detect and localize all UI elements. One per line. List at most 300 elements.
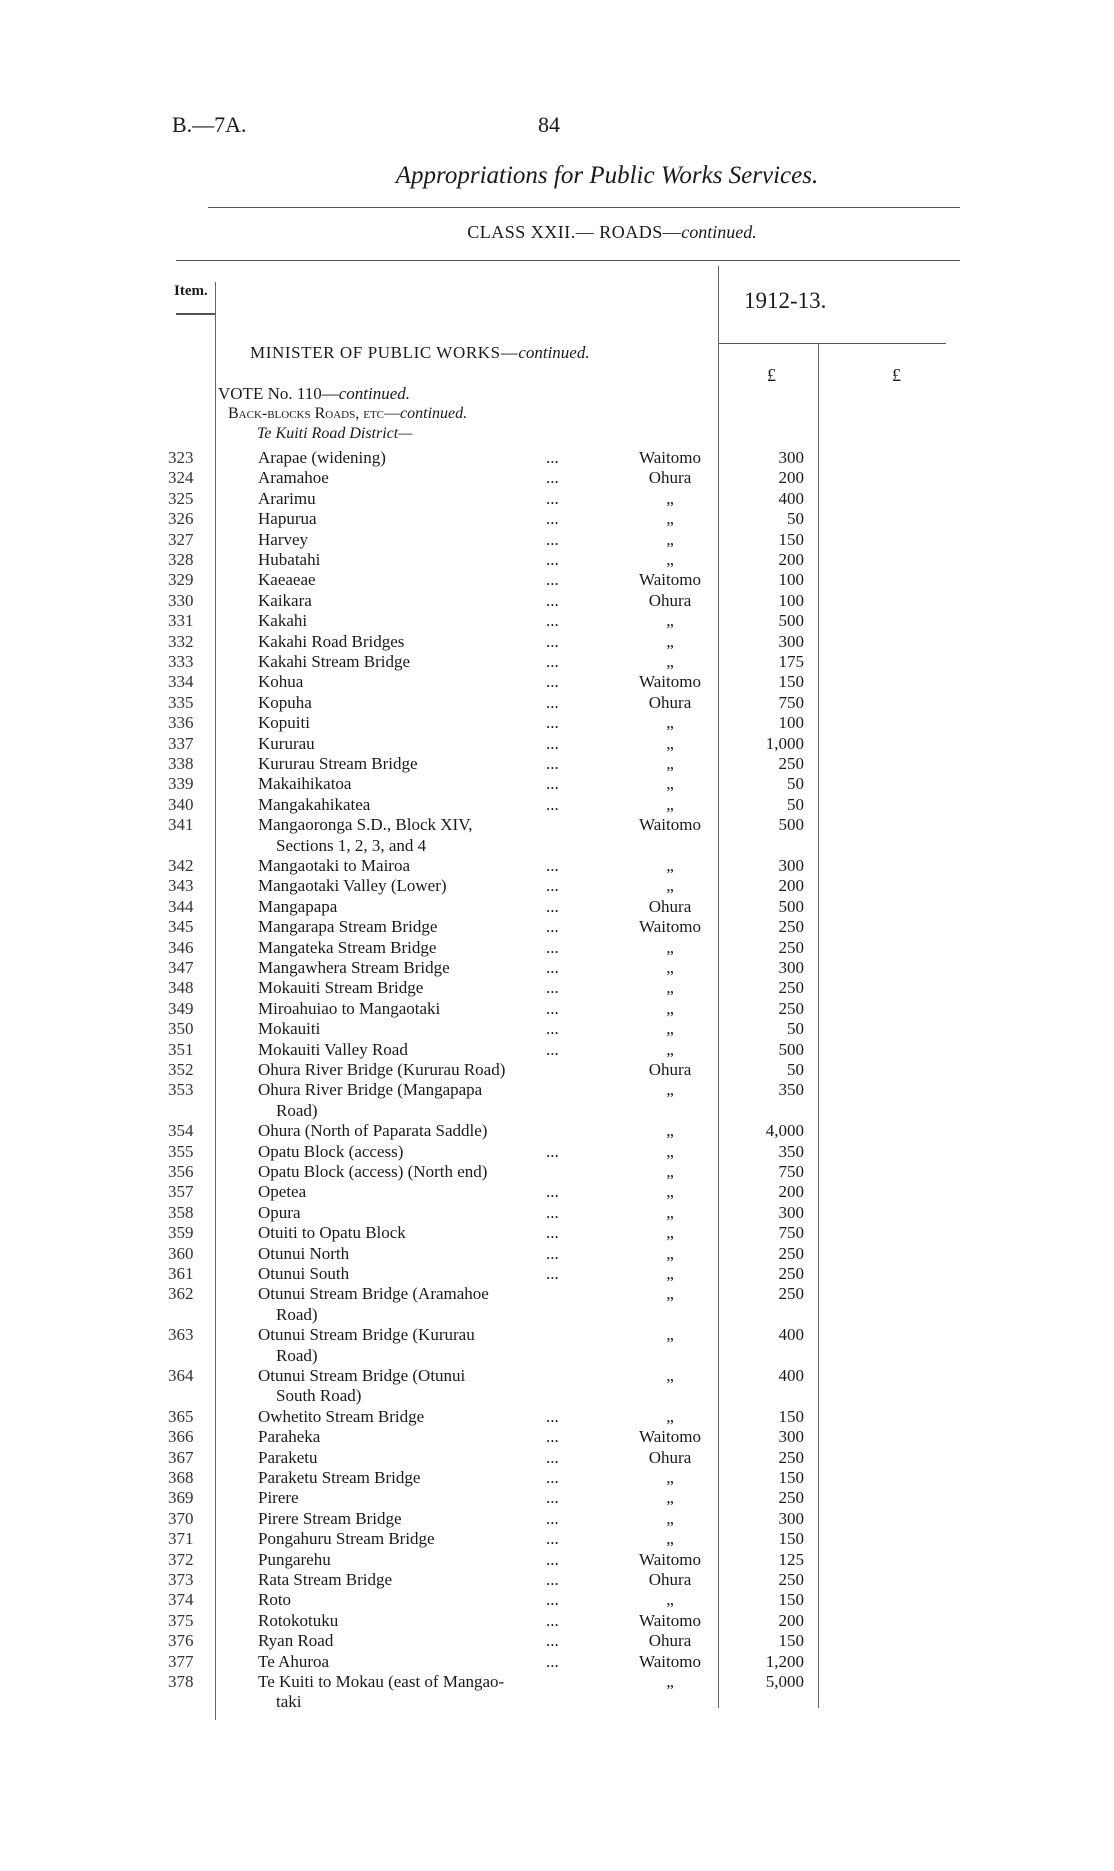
amount: 100: [778, 590, 804, 610]
road-name: Te Kuiti to Mokau (east of Mangao-: [258, 1672, 505, 1691]
leader-dots: ...: [546, 1019, 559, 1039]
amount: 150: [778, 1529, 804, 1549]
county-name: „: [666, 1529, 674, 1549]
county-name: Waitomo: [639, 1549, 701, 1569]
table-row: [0, 1407, 1114, 1427]
leader-dots: ...: [546, 774, 559, 794]
road-name: Rotokotuku: [258, 1610, 339, 1630]
county-name: „: [666, 1080, 674, 1100]
road-name: Owhetito Stream Bridge: [258, 1406, 425, 1426]
table-row: [0, 897, 1114, 917]
item-number: 345: [168, 917, 194, 937]
road-name: Otunui Stream Bridge (Kururau: [258, 1325, 475, 1345]
county-name: „: [666, 733, 674, 753]
amount: 100: [778, 713, 804, 733]
leader-dots: ...: [546, 1406, 559, 1426]
table-row: [0, 1264, 1114, 1284]
amount: 150: [778, 672, 804, 692]
table-row: [0, 754, 1114, 774]
table-row: [0, 1080, 1114, 1121]
county-name: Waitomo: [639, 570, 701, 590]
leader-dots: ...: [546, 958, 559, 977]
item-number: 336: [168, 713, 194, 733]
item-number: 325: [168, 488, 194, 508]
amount: 750: [778, 692, 804, 712]
leader-dots: ...: [546, 672, 559, 692]
leader-dots: ...: [546, 1039, 559, 1059]
leader-dots: ...: [546, 1631, 559, 1651]
item-number: 343: [168, 876, 194, 896]
road-name: Mangaotaki to Mairoa: [258, 856, 411, 875]
table-row: [0, 978, 1114, 998]
county-name: „: [666, 1590, 674, 1610]
amount: 50: [787, 509, 804, 529]
table-row: [0, 1040, 1114, 1060]
county-name: „: [666, 1325, 674, 1345]
road-name: Mangaoronga S.D., Block XIV,: [258, 815, 473, 835]
amount: 1,000: [765, 733, 804, 753]
leader-dots: ...: [546, 1549, 559, 1569]
item-number: 355: [168, 1141, 194, 1161]
road-name-continued: taki: [276, 1692, 302, 1712]
county-name: „: [666, 998, 674, 1018]
item-number: 339: [168, 774, 194, 794]
table-row: [0, 1652, 1114, 1672]
leader-dots: ...: [546, 1590, 559, 1610]
county-name: „: [666, 1019, 674, 1039]
table-row: [0, 1488, 1114, 1508]
amount: 300: [778, 958, 804, 977]
table-row: [0, 1448, 1114, 1468]
leader-dots: ...: [546, 1141, 559, 1161]
leader-dots: ...: [546, 488, 559, 508]
road-name: Kururau: [258, 733, 315, 753]
county-name: Waitomo: [639, 815, 701, 835]
item-number: 356: [168, 1162, 194, 1181]
item-number: 376: [168, 1631, 194, 1651]
page-title: Appropriations for Public Works Services.: [395, 162, 819, 189]
item-number: 359: [168, 1223, 194, 1243]
leader-dots: ...: [546, 794, 559, 814]
amount: 150: [778, 1468, 804, 1487]
item-number: 342: [168, 856, 194, 875]
leader-dots: ...: [546, 570, 559, 590]
road-name: Opatu Block (access): [258, 1141, 404, 1161]
document-code: B.—7A.: [172, 112, 247, 137]
item-number: 334: [168, 672, 194, 692]
road-name: Rata Stream Bridge: [258, 1570, 393, 1589]
table-row: [0, 591, 1114, 611]
road-name: Kohua: [258, 672, 304, 692]
item-number: 337: [168, 733, 194, 753]
item-number: 348: [168, 978, 194, 998]
road-name: Aramahoe: [258, 468, 329, 488]
vote-heading-cont: continued.: [338, 384, 411, 403]
county-name: Ohura: [648, 692, 692, 712]
item-number: 377: [168, 1651, 194, 1671]
amount: 150: [778, 529, 804, 549]
leader-dots: ...: [546, 896, 559, 916]
county-name: „: [666, 1121, 674, 1141]
amount: 250: [778, 978, 804, 998]
amount: 150: [778, 1590, 804, 1610]
leader-dots: ...: [546, 1570, 559, 1589]
amount: 400: [778, 488, 804, 508]
item-number: 331: [168, 611, 194, 631]
road-name: Ohura (North of Paparata Saddle): [258, 1121, 488, 1141]
amount: 50: [787, 774, 804, 794]
amount: 250: [778, 1447, 804, 1467]
item-number: 330: [168, 590, 194, 610]
leader-dots: ...: [546, 1651, 559, 1671]
amount: 300: [778, 448, 804, 467]
county-name: „: [666, 774, 674, 794]
amount: 50: [787, 794, 804, 814]
road-name: Ohura River Bridge (Kururau Road): [258, 1060, 506, 1079]
road-name: Ohura River Bridge (Mangapapa: [258, 1080, 483, 1100]
county-name: „: [666, 876, 674, 896]
amount: 175: [778, 652, 804, 671]
amount: 250: [778, 917, 804, 937]
road-name: Mangapapa: [258, 896, 338, 916]
item-number: 374: [168, 1590, 194, 1610]
county-name: Ohura: [648, 1570, 692, 1589]
leader-dots: ...: [546, 1264, 559, 1283]
leader-dots: ...: [546, 468, 559, 488]
table-row: [0, 448, 1114, 468]
road-name: Otunui Stream Bridge (Otunui: [258, 1366, 466, 1385]
leader-dots: ...: [546, 1223, 559, 1243]
year-column-header: 1912-13.: [744, 288, 827, 313]
item-number: 341: [168, 815, 194, 835]
table-row: [0, 1611, 1114, 1631]
road-name: Otunui Stream Bridge (Aramahoe: [258, 1284, 489, 1304]
table-row: [0, 1672, 1114, 1713]
item-number: 364: [168, 1366, 194, 1385]
item-number: 360: [168, 1243, 194, 1263]
minister-heading-cont: continued.: [518, 343, 590, 362]
road-name-continued: Sections 1, 2, 3, and 4: [276, 835, 427, 855]
table-row: [0, 958, 1114, 978]
item-number: 367: [168, 1447, 194, 1467]
road-name: Kakahi Stream Bridge: [258, 652, 411, 671]
road-name: Pongahuru Stream Bridge: [258, 1529, 435, 1549]
item-number: 338: [168, 754, 194, 773]
table-row: [0, 1060, 1114, 1080]
amount: 250: [778, 1284, 804, 1304]
amount: 250: [778, 998, 804, 1018]
amount: 200: [778, 1610, 804, 1630]
leader-dots: ...: [546, 713, 559, 733]
amount: 500: [778, 896, 804, 916]
amount: 200: [778, 550, 804, 569]
county-name: „: [666, 529, 674, 549]
amount: 250: [778, 937, 804, 957]
amount: 5,000: [765, 1672, 804, 1691]
road-name: Mangarapa Stream Bridge: [258, 917, 438, 937]
table-row: [0, 672, 1114, 692]
road-name: Miroahuiao to Mangaotaki: [258, 998, 441, 1018]
amount: 300: [778, 631, 804, 651]
county-name: „: [666, 1284, 674, 1304]
county-name: „: [666, 1243, 674, 1263]
minister-heading-main: MINISTER OF PUBLIC WORKS—: [250, 343, 519, 362]
amount: 500: [778, 611, 804, 631]
road-name: Makaihikatoa: [258, 774, 352, 794]
county-name: „: [666, 713, 674, 733]
amount: 150: [778, 1406, 804, 1426]
road-name: Kopuiti: [258, 713, 310, 733]
table-row: [0, 876, 1114, 896]
year-rule: [718, 343, 946, 344]
road-name: Mokauiti: [258, 1019, 321, 1039]
item-number: 371: [168, 1529, 194, 1549]
leader-dots: ...: [546, 1529, 559, 1549]
item-column-header: Item.: [174, 283, 208, 299]
road-name-continued: Road): [276, 1345, 318, 1365]
table-row: [0, 795, 1114, 815]
table-row: [0, 1427, 1114, 1447]
item-number: 373: [168, 1570, 194, 1589]
county-name: „: [666, 1182, 674, 1202]
leader-dots: ...: [546, 1447, 559, 1467]
item-number: 365: [168, 1406, 194, 1426]
item-header-underline: [176, 313, 216, 315]
county-name: „: [666, 1508, 674, 1528]
road-name: Pirere Stream Bridge: [258, 1508, 402, 1528]
table-row: [0, 713, 1114, 733]
county-name: „: [666, 1264, 674, 1283]
item-number: 368: [168, 1468, 194, 1487]
table-row: [0, 1529, 1114, 1549]
item-number: 375: [168, 1610, 194, 1630]
item-number: 324: [168, 468, 194, 488]
road-name: Kururau Stream Bridge: [258, 754, 418, 773]
table-row: [0, 1590, 1114, 1610]
leader-dots: ...: [546, 917, 559, 937]
item-number: 326: [168, 509, 194, 529]
leader-dots: ...: [546, 509, 559, 529]
amount: 500: [778, 1039, 804, 1059]
leader-dots: ...: [546, 448, 559, 467]
amount: 250: [778, 1243, 804, 1263]
table-row: [0, 1162, 1114, 1182]
amount: 200: [778, 876, 804, 896]
amount: 250: [778, 1488, 804, 1508]
leader-dots: ...: [546, 631, 559, 651]
leader-dots: ...: [546, 1243, 559, 1263]
class-heading-main: CLASS XXII.— ROADS—: [467, 222, 682, 242]
road-name: Te Ahuroa: [258, 1651, 330, 1671]
vote-heading: [218, 384, 410, 404]
leader-dots: ...: [546, 978, 559, 998]
road-name: Kaikara: [258, 590, 312, 610]
road-name: Kopuha: [258, 692, 312, 712]
county-name: „: [666, 1039, 674, 1059]
amount: 400: [778, 1366, 804, 1385]
table-row: [0, 1019, 1114, 1039]
road-name: Roto: [258, 1590, 292, 1610]
road-name: Pirere: [258, 1488, 299, 1508]
table-row: [0, 1223, 1114, 1243]
table-row: [0, 1203, 1114, 1223]
table-row: [0, 1142, 1114, 1162]
item-number: 323: [168, 448, 194, 467]
amount: 200: [778, 468, 804, 488]
road-name: Pungarehu: [258, 1549, 331, 1569]
table-row: [0, 999, 1114, 1019]
item-number: 332: [168, 631, 194, 651]
amount: 100: [778, 570, 804, 590]
county-name: „: [666, 958, 674, 977]
road-name: Ararimu: [258, 488, 316, 508]
road-name: Opura: [258, 1202, 301, 1222]
table-row: [0, 917, 1114, 937]
item-number: 353: [168, 1080, 194, 1100]
county-name: Waitomo: [639, 1427, 701, 1447]
county-name: „: [666, 754, 674, 773]
leader-dots: ...: [546, 611, 559, 631]
item-number: 357: [168, 1182, 194, 1202]
table-row: [0, 1325, 1114, 1366]
table-row: [0, 652, 1114, 672]
county-name: „: [666, 937, 674, 957]
table-row: [0, 938, 1114, 958]
pound-symbol-1: £: [767, 365, 776, 385]
vote-heading-main: VOTE No. 110—: [218, 384, 339, 403]
county-name: „: [666, 611, 674, 631]
table-row: [0, 1631, 1114, 1651]
leader-dots: ...: [546, 1427, 559, 1447]
class-heading: [0, 222, 1114, 243]
county-name: Waitomo: [639, 917, 701, 937]
leader-dots: ...: [546, 692, 559, 712]
table-row: [0, 1570, 1114, 1590]
road-name: Paraketu: [258, 1447, 318, 1467]
road-name: Mangawhera Stream Bridge: [258, 958, 450, 977]
table-row: [0, 468, 1114, 488]
road-name: Otunui North: [258, 1243, 350, 1263]
amount: 150: [778, 1631, 804, 1651]
item-number: 340: [168, 794, 194, 814]
county-name: Waitomo: [639, 448, 701, 467]
county-name: „: [666, 1366, 674, 1385]
minister-heading: [250, 343, 590, 363]
road-name: Hapurua: [258, 509, 317, 529]
road-name: Harvey: [258, 529, 309, 549]
item-number: 344: [168, 896, 194, 916]
road-name: Arapae (widening): [258, 448, 386, 467]
amount: 750: [778, 1162, 804, 1181]
amount: 300: [778, 856, 804, 875]
road-name: Mangakahikatea: [258, 794, 371, 814]
table-row: [0, 1468, 1114, 1488]
county-name: „: [666, 856, 674, 875]
item-number: 352: [168, 1060, 194, 1079]
amount: 300: [778, 1202, 804, 1222]
item-number: 369: [168, 1488, 194, 1508]
item-number: 350: [168, 1019, 194, 1039]
item-number: 370: [168, 1508, 194, 1528]
leader-dots: ...: [546, 876, 559, 896]
county-name: „: [666, 509, 674, 529]
county-name: „: [666, 1672, 674, 1691]
backblocks-heading-main: Back-blocks Roads, etc—: [228, 405, 401, 422]
road-name: Mokauiti Valley Road: [258, 1039, 408, 1059]
county-name: „: [666, 1468, 674, 1487]
amount: 350: [778, 1141, 804, 1161]
amount: 400: [778, 1325, 804, 1345]
page-number: 84: [538, 112, 560, 137]
road-name: Mokauiti Stream Bridge: [258, 978, 424, 998]
leader-dots: ...: [546, 550, 559, 569]
item-number: 328: [168, 550, 194, 569]
county-name: „: [666, 652, 674, 671]
leader-dots: ...: [546, 1182, 559, 1202]
county-name: „: [666, 1141, 674, 1161]
table-row: [0, 1366, 1114, 1407]
item-number: 362: [168, 1284, 194, 1304]
amount: 300: [778, 1427, 804, 1447]
item-number: 347: [168, 958, 194, 977]
table-row: [0, 530, 1114, 550]
item-number: 372: [168, 1549, 194, 1569]
amount: 350: [778, 1080, 804, 1100]
county-name: „: [666, 1488, 674, 1508]
table-row: [0, 550, 1114, 570]
item-number: 349: [168, 998, 194, 1018]
item-number: 366: [168, 1427, 194, 1447]
table-row: [0, 1244, 1114, 1264]
table-row: [0, 611, 1114, 631]
county-name: Ohura: [648, 590, 692, 610]
leader-dots: ...: [546, 1488, 559, 1508]
county-name: „: [666, 1162, 674, 1181]
county-name: Ohura: [648, 468, 692, 488]
leader-dots: ...: [546, 1202, 559, 1222]
county-name: Waitomo: [639, 1651, 701, 1671]
amount: 125: [778, 1549, 804, 1569]
leader-dots: ...: [546, 937, 559, 957]
amount: 250: [778, 754, 804, 773]
item-number: 351: [168, 1039, 194, 1059]
item-number: 335: [168, 692, 194, 712]
road-name-continued: Road): [276, 1304, 318, 1324]
item-number: 378: [168, 1672, 194, 1691]
amount: 250: [778, 1570, 804, 1589]
amount: 4,000: [765, 1121, 804, 1141]
road-name: Opatu Block (access) (North end): [258, 1162, 488, 1181]
district-heading: Te Kuiti Road District—: [257, 425, 413, 442]
backblocks-heading: [228, 405, 467, 423]
leader-dots: ...: [546, 529, 559, 549]
table-row: [0, 632, 1114, 652]
road-name: Otuiti to Opatu Block: [258, 1223, 406, 1243]
leader-dots: ...: [546, 1610, 559, 1630]
leader-dots: ...: [546, 590, 559, 610]
road-name: Otunui South: [258, 1264, 350, 1283]
road-name: Kakahi: [258, 611, 308, 631]
amount: 50: [787, 1060, 804, 1079]
county-name: „: [666, 794, 674, 814]
leader-dots: ...: [546, 1508, 559, 1528]
road-name: Paraketu Stream Bridge: [258, 1468, 421, 1487]
leader-dots: ...: [546, 754, 559, 773]
road-name: Ryan Road: [258, 1631, 334, 1651]
leader-dots: ...: [546, 998, 559, 1018]
county-name: „: [666, 1406, 674, 1426]
table-row: [0, 1509, 1114, 1529]
